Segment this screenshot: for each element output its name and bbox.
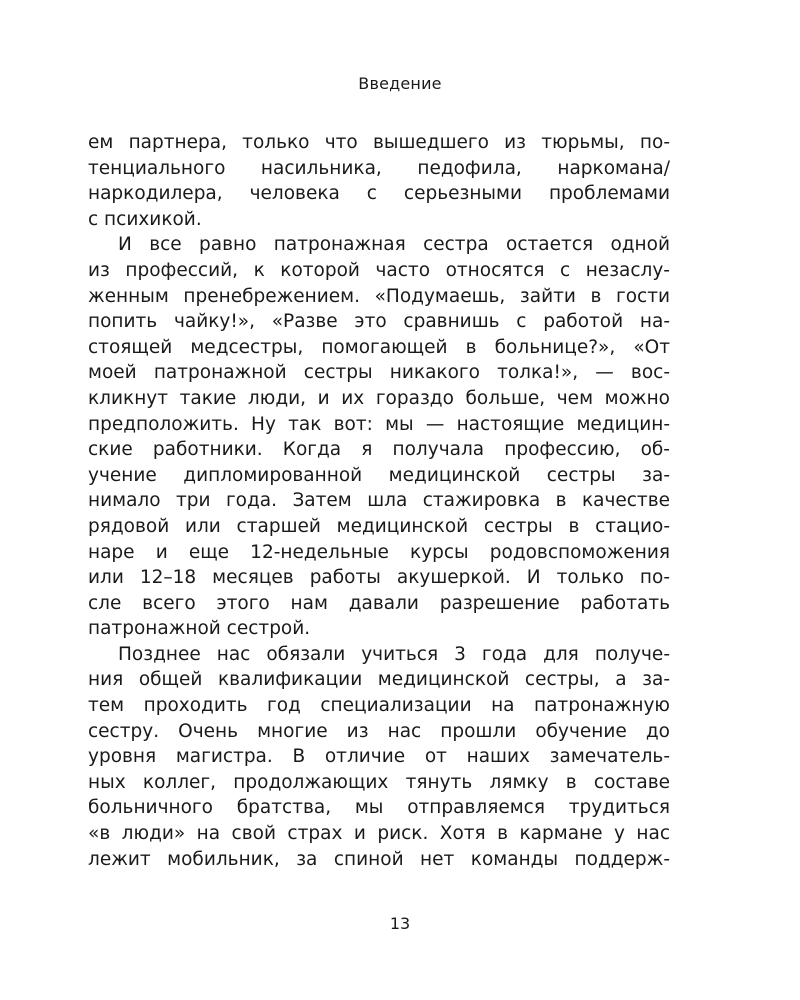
text-line: моей патронажной сестры никакого толка!», — вос- [88,362,670,384]
text-line: И все равно патронажная сестра остается одной [118,234,670,256]
text-line: «в люди» на свой страх и риск. Хотя в кармане у нас [88,823,670,845]
text-line: учение дипломированной медицинской сестры за- [88,464,670,486]
text-line: предположить. Ну так вот: мы — настоящие медицин- [88,413,670,435]
text-line: ские работники. Когда я получала профессию, об- [88,439,670,461]
text-line: ных коллег, продолжающих тянуть лямку в составе [88,771,670,793]
page-number: 13 [389,914,411,933]
text-line: рядовой или старшей медицинской сестры в стацио- [88,515,670,537]
text-line: с психикой. [88,208,202,230]
body-text [88,130,670,872]
text-line: женным пренебрежением. «Подумаешь, зайти в гости [88,285,670,307]
text-line: кликнут такие люди, и их гораздо больше, чем можно [88,387,670,409]
text-line: сле всего этого нам давали разрешение работать [88,592,670,614]
text-line: Позднее нас обязали учиться 3 года для получе- [118,643,670,665]
text-line: наркодилера, человека с серьезными проблемами [88,183,670,205]
text-line: больничного братства, мы отправляемся трудиться [88,797,670,819]
text-line: стоящей медсестры, помогающей в больнице?», «От [88,336,670,358]
text-line: уровня магистра. В отличие от наших замечатель- [88,746,670,768]
text-line: лежит мобильник, за спиной нет команды поддерж- [88,848,670,870]
text-line: наре и еще 12-недельные курсы родовспоможения [88,541,670,563]
text-line: тенциального насильника, педофила, наркомана/ [88,157,670,179]
text-line: тем проходить год специализации на патронажную [88,695,670,717]
text-line: из профессий, к которой часто относятся с незаслу- [88,259,670,281]
text-line: сестру. Очень многие из нас прошли обучение до [88,720,670,742]
text-line: патронажной сестрой. [88,618,311,640]
text-line: ния общей квалификации медицинской сестры, а за- [88,669,670,691]
running-head-title: Введение [358,74,442,93]
text-line: попить чайку!», «Разве это сравнишь с работой на- [88,311,670,333]
text-line: или 12–18 месяцев работы акушеркой. И только по- [88,567,670,589]
text-line: ем партнера, только что вышедшего из тюрьмы, по- [88,132,670,153]
text-line: нимало три года. Затем шла стажировка в качестве [88,490,670,512]
